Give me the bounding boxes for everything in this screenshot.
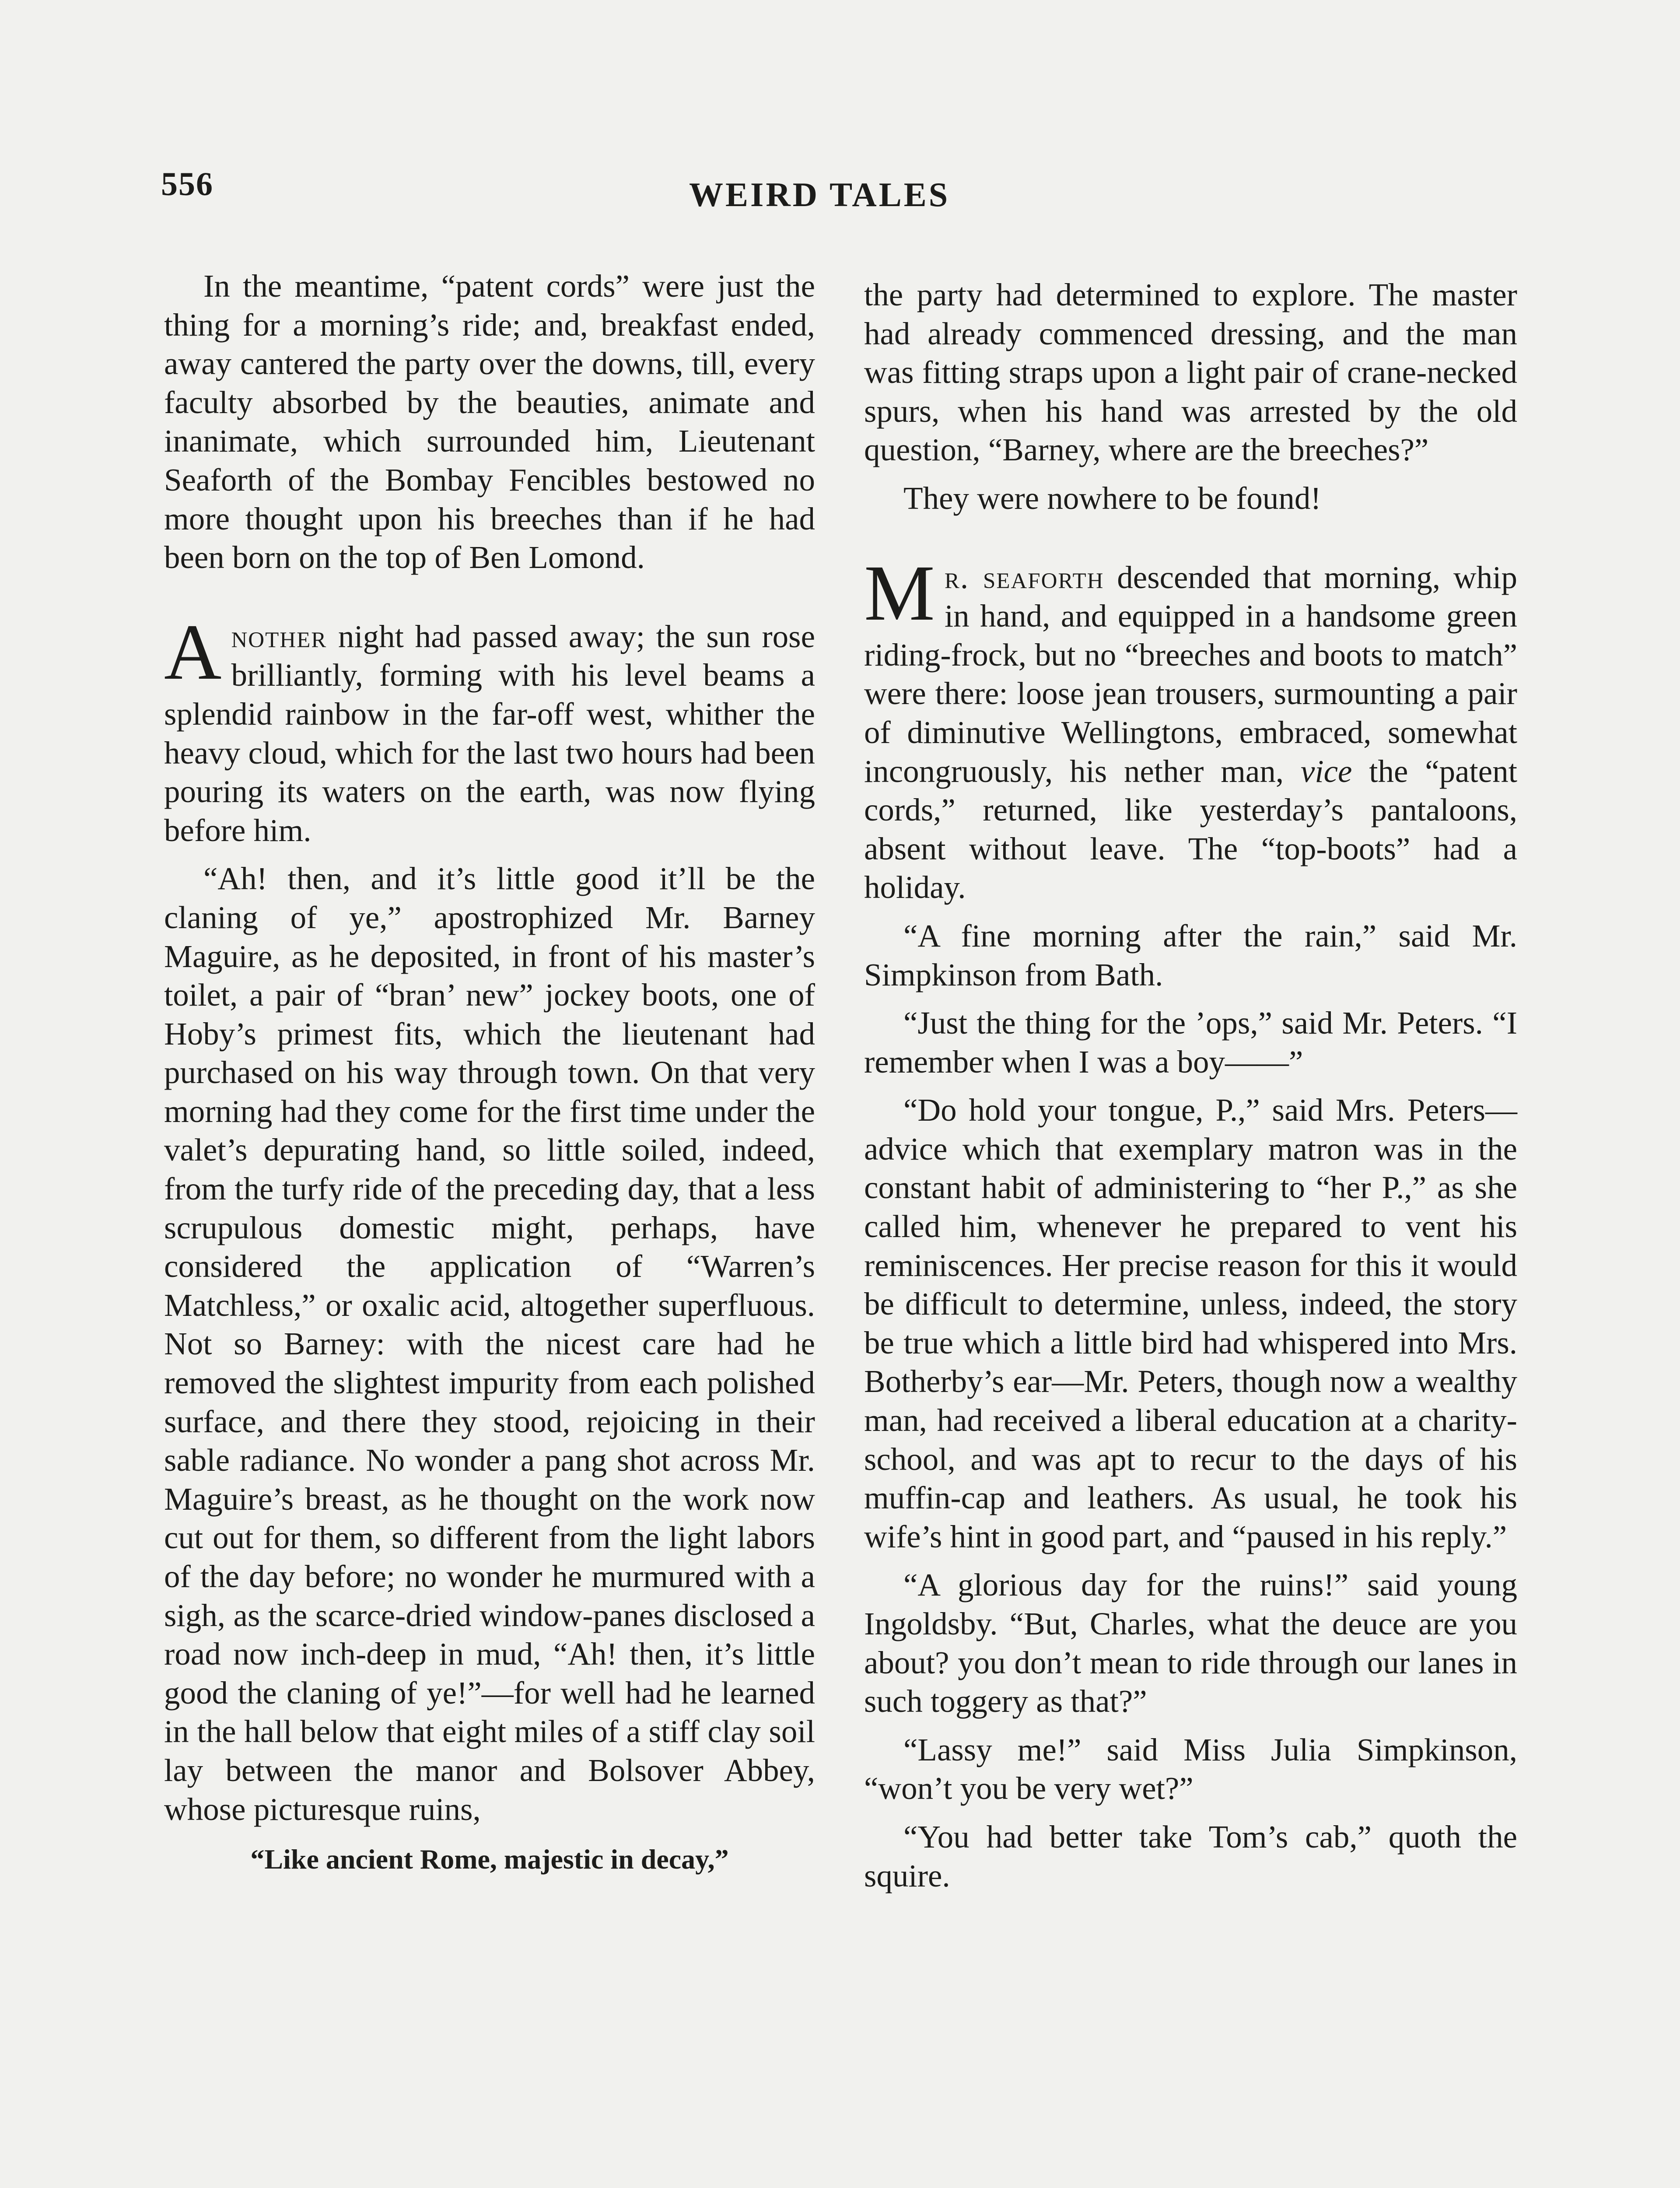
left-paragraph-2 [164,608,815,850]
drop-cap-letter: M [864,549,935,637]
paragraph-text: night had passed away; the sun rose brilliantly, forming with his level beams a splendid rainbow in the far-off west, whither the heavy cloud, which for the last two hours had been pouring its waters on the earth, was now flying before him. [164,618,815,848]
small-caps-lead: r. seaforth [944,559,1104,595]
italic-word: vice [1300,753,1352,789]
left-paragraph-1: In the meantime, “patent cords” were just the thing for a morning’s ride; and, breakfast ended, away cantered the party over the downs, till, every faculty absorbed by the beauties, animate and inanimate, which surrounded him, Lieutenant Seaforth of the Bombay Fencibles bestowed no more thought upon his breeches than if he had been born on the top of Ben Lomond. [164,268,815,575]
right-paragraph-2: They were nowhere to be found! [903,480,1321,516]
right-paragraph-6: “Do hold your tongue, P.,” said Mrs. Peters—advice which that exemplary matron was in the constant habit of administering to “her P.,” as she called him, whenever he prepared to vent his reminiscences. Her precise reason for this it would be difficult to determine, unless, indeed, the story be true which a little bird had whispered into Mrs. Botherby’s ear—Mr. Peters, though now a wealthy man, had received a liberal education at a charity-school, and was apt to recur to the days of his muffin-cap and leathers. As usual, he took his wife’s hint in good part, and “paused in his reply.” [864,1092,1517,1554]
right-text-column [864,276,1517,1895]
running-header-title: WEIRD TALES [689,175,950,214]
page-number: 556 [161,166,214,203]
right-paragraph-8: “Lassy me!” said Miss Julia Simpkinson, “won’t you be very wet?” [864,1732,1517,1806]
right-paragraph-9: “You had better take Tom’s cab,” quoth the squire. [864,1819,1517,1893]
right-paragraph-4: “A fine morning after the rain,” said Mr. Simpkinson from Bath. [864,918,1517,992]
left-text-column [164,267,815,1879]
paragraph-text: the “patent cords,” returned, like yesterday’s pantaloons, absent without leave. The “top-boots” had a holiday. [864,753,1517,905]
small-caps-lead: nother [231,618,327,654]
verse-quotation: “Like ancient Rome, majestic in decay,” [250,1844,729,1875]
right-paragraph-3 [864,549,1517,907]
left-paragraph-3: “Ah! then, and it’s little good it’ll be the claning of ye,” apostrophized Mr. Barney Maguire, as he deposited, in front of his master’s toilet, a pair of “bran’ new” jockey boots, one of Hoby’s primest fits, which the lieutenant had purchased on his way through town. On that very morning had they come for the first time under the valet’s depurating hand, so little soiled, indeed, from the turfy ride of the preceding day, that a less scrupulous domestic might, perhaps, have considered the application of “Warren’s Matchless,” or oxalic acid, altogether superfluous. Not so Barney: with the nicest care had he removed the slightest impurity from each polished surface, and there they stood, rejoicing in their sable radiance. No wonder a pang shot across Mr. Maguire’s breast, as he thought on the work now cut out for them, so different from the light labors of the day before; no wonder he murmured with a sigh, as the scarce-dried window-panes disclosed a road now inch-deep in mud, “Ah! then, it’s little good the claning of ye!”—for well had he learned in the hall below that eight miles of a stiff clay soil lay between the manor and Bolsover Abbey, whose picturesque ruins, [164,861,815,1827]
right-paragraph-1: the party had determined to explore. The master had already commenced dressing, and the man was fitting straps upon a light pair of crane-necked spurs, when his hand was arrested by the old question, “Barney, where are the breeches?” [864,277,1517,468]
paragraph-text: descended that morning, whip in hand, and equipped in a handsome green riding-frock, but no “breeches and boots to match” were there: loose jean trousers, surmounting a pair of diminutive Wellingtons, embraced, somewhat incongruously, his nether man, [864,559,1517,789]
right-paragraph-5: “Just the thing for the ’ops,” said Mr. Peters. “I remember when I was a boy——” [864,1005,1517,1080]
drop-cap-letter: A [164,608,222,696]
right-paragraph-7: “A glorious day for the ruins!” said young Ingoldsby. “But, Charles, what the deuce are you about? you don’t mean to ride through our lanes in such toggery as that?” [864,1567,1517,1719]
